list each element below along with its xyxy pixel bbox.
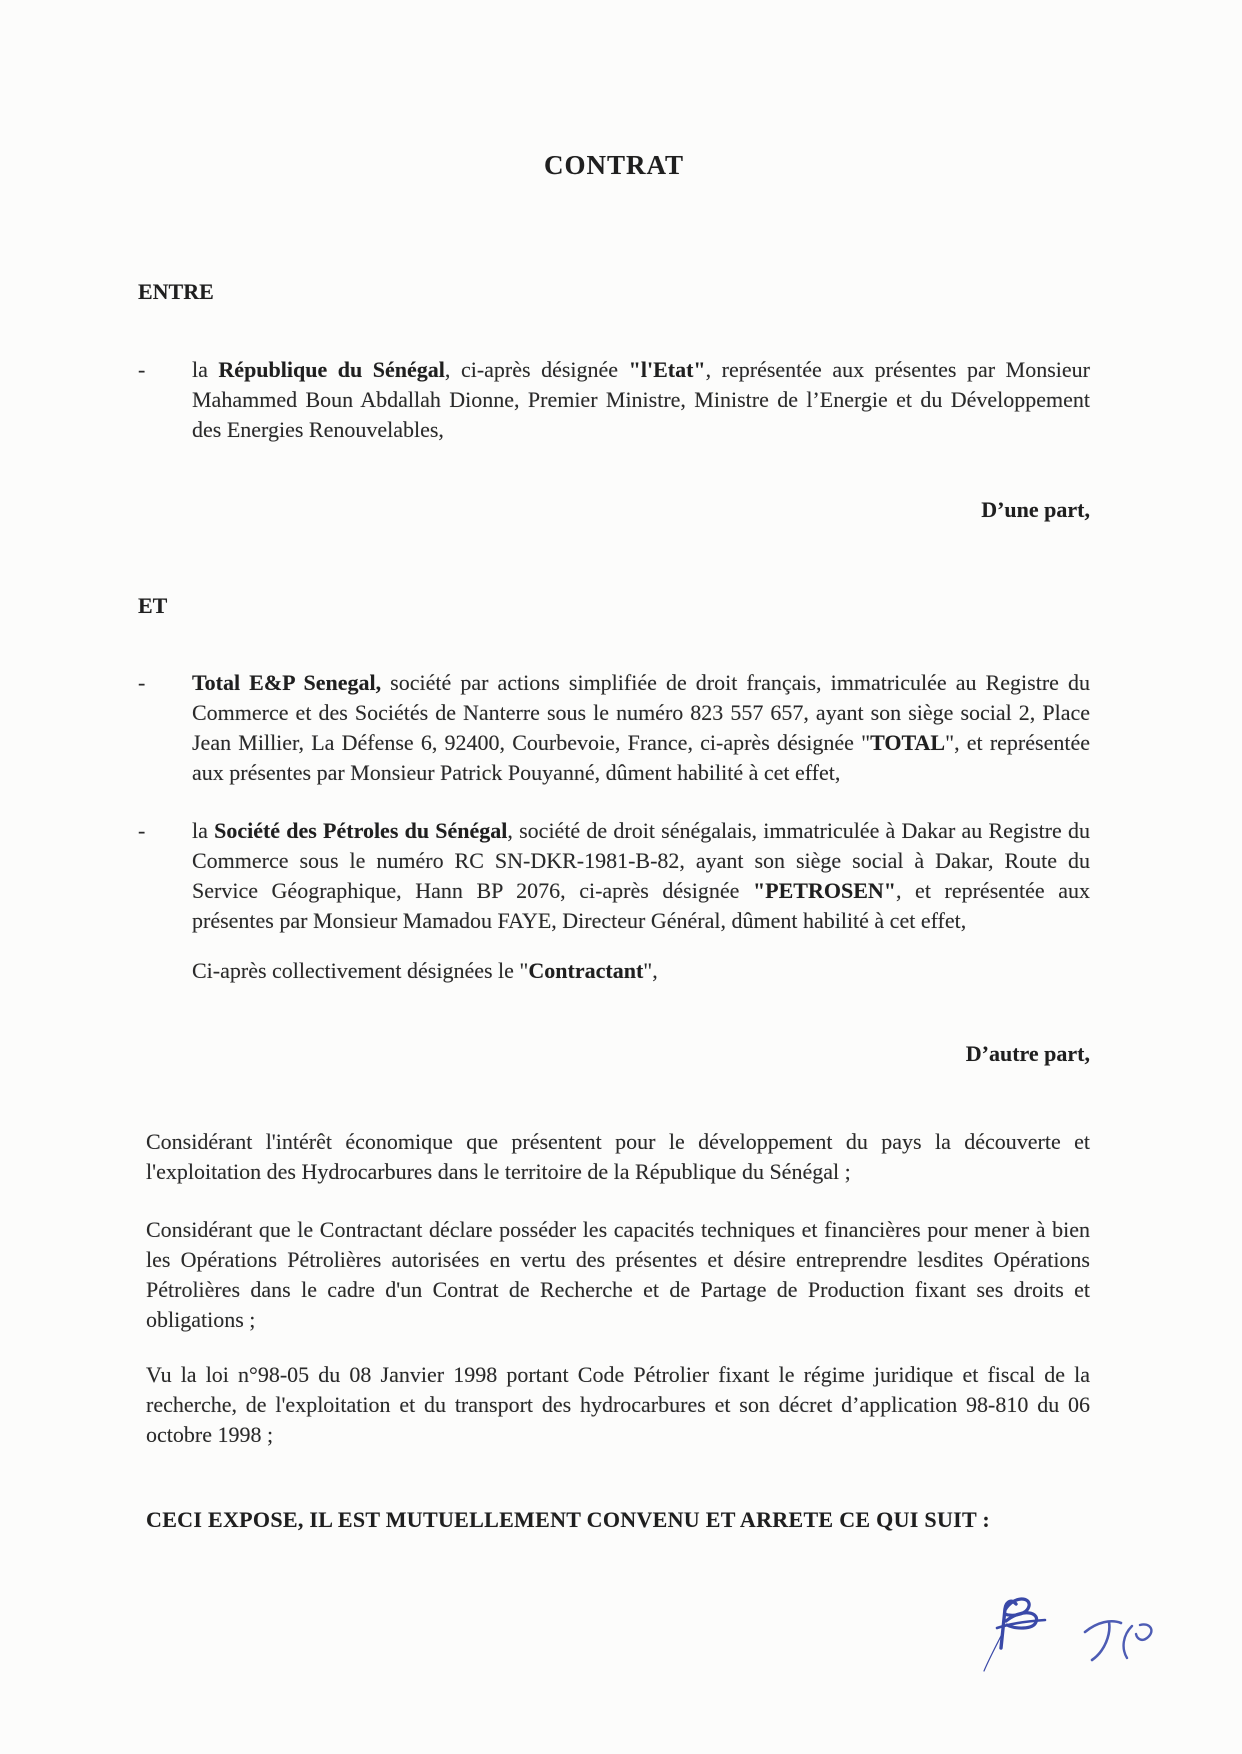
contractant-line — [192, 956, 1090, 986]
recital-economic-interest: Considérant l'intérêt économique que présentent pour le développement du pays la découverte et l'exploitation des Hydrocarbures dans le territoire de la République du Sénégal ; — [146, 1129, 1090, 1184]
text-segment: , représentée aux présentes par Monsieur Mahammed Boun Abdallah Dionne, Premier Ministre, Ministre de l’Energie et du Développement des Energies Renouvelables, — [192, 357, 1090, 442]
dune-part-label: D’une part, — [981, 497, 1090, 522]
recital-contractor-capacities: Considérant que le Contractant déclare posséder les capacités techniques et financières pour mener à bien les Opérations Pétrolières autorisées en vertu des présentes et désire entreprendre lesdites Opérations Pétrolières dans le cadre d'un Contrat de Recherche et de Partage de Production fixant ses droits et obligations ; — [146, 1217, 1090, 1332]
document-content — [138, 0, 1090, 1535]
conclusion-line: CECI EXPOSE, IL EST MUTUELLEMENT CONVENU ET ARRETE CE QUI SUIT : — [146, 1507, 991, 1532]
text-segment: société par actions simplifiée de droit français, immatriculée au Registre du Commerce et des Sociétés de Nanterre sous le numéro 823 557 657, ayant son siège social 2, Place Jean Millier, La Défense 6, 92400, Courbevoie, France, ci-après désignée " — [192, 670, 1090, 755]
text-segment: ", et représentée aux présentes par Monsieur Patrick Pouyanné, dûment habilité à cet effet, — [192, 730, 1090, 785]
text-segment-bold: République du Sénégal — [218, 357, 445, 382]
dautre-part-label: D’autre part, — [965, 1041, 1090, 1066]
party-state-text — [192, 355, 1090, 445]
text-segment: , ci-après désignée — [444, 357, 629, 382]
party-item-total — [138, 668, 1090, 788]
party-petrosen-text — [192, 816, 1090, 936]
text-segment: , société de droit sénégalais, immatriculée à Dakar au Registre du Commerce sous le numéro RC SN-DKR-1981-B-82, ayant son siège social à Dakar, Route du Service Géographique, Hann BP 2076, ci-après désignée — [192, 818, 1090, 903]
text-segment: Ci-après collectivement désignées le " — [192, 958, 529, 983]
text-segment: la — [192, 818, 215, 843]
text-segment: la — [192, 357, 219, 382]
entre-heading: ENTRE — [138, 279, 214, 304]
text-segment-bold: Société des Pétroles du Sénégal — [214, 818, 508, 843]
text-segment-bold: "l'Etat" — [628, 357, 706, 382]
party-total-text — [192, 668, 1090, 788]
handwritten-initials-left — [978, 1590, 1074, 1678]
bullet-dash: - — [138, 818, 146, 843]
text-segment-bold: Total E&P Senegal, — [192, 670, 382, 695]
bullet-dash: - — [138, 357, 146, 382]
text-segment: ", — [643, 958, 658, 983]
text-segment: , et représentée aux présentes par Monsieur Mamadou FAYE, Directeur Général, dûment habilité à cet effet, — [192, 878, 1091, 933]
text-segment-bold: "PETROSEN" — [752, 878, 896, 903]
recital-petroleum-law: Vu la loi n°98-05 du 08 Janvier 1998 portant Code Pétrolier fixant le régime juridique et fiscal de la recherche, de l'exploitation et du transport des hydrocarbures et son décret d’application 98-810 du 06 octobre 1998 ; — [146, 1362, 1090, 1447]
text-segment-bold: TOTAL — [870, 730, 946, 755]
party-item-petrosen — [138, 816, 1090, 936]
document-title: CONTRAT — [543, 150, 684, 180]
et-heading: ET — [138, 593, 168, 618]
party-item-state — [138, 355, 1090, 445]
bullet-dash: - — [138, 670, 146, 695]
handwritten-initials-right — [1078, 1613, 1166, 1677]
text-segment-bold: Contractant — [528, 958, 644, 983]
